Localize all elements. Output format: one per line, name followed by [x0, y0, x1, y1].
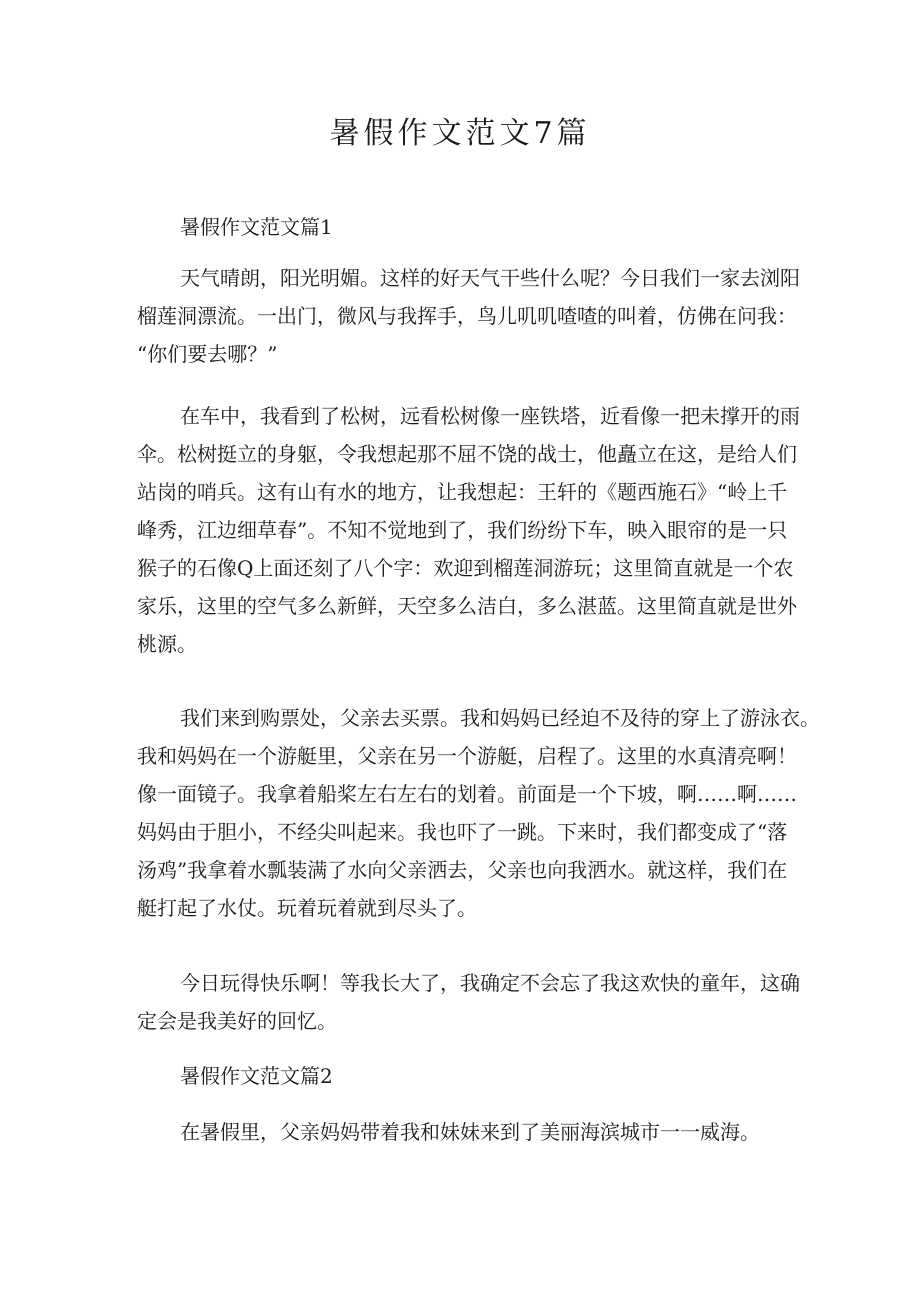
paragraph-line: 像一面镜子。我拿着船桨左右左右的划着。前面是一个下坡，啊……啊……: [137, 782, 797, 806]
paragraph-line: 家乐，这里的空气多么新鲜，天空多么洁白，多么湛蓝。这里简直就是世外: [137, 594, 797, 618]
paragraph-line: 天气晴朗，阳光明媚。这样的好天气干些什么呢？今日我们一家去浏阳: [180, 266, 800, 290]
paragraph-line: 站岗的哨兵。这有山有水的地方，让我想起：王轩的《题西施石》“岭上千: [137, 480, 788, 504]
paragraph-line: 汤鸡”我拿着水瓢装满了水向父亲洒去，父亲也向我洒水。就这样，我们在: [137, 858, 788, 882]
paragraph-line: 榴莲洞漂流。一出门，微风与我挥手，鸟儿叽叽喳喳的叫着，仿佛在问我：: [137, 304, 797, 328]
section-heading: 暑假作文范文篇1: [180, 215, 333, 239]
paragraph-line: 伞。松树挺立的身躯，令我想起那不屈不饶的战士，他矗立在这，是给人们: [137, 442, 797, 466]
paragraph-line: 峰秀，江边细草春”。不知不觉地到了，我们纷纷下车，映入眼帘的是一只: [137, 518, 788, 542]
document-title: 暑假作文范文7篇: [329, 116, 591, 151]
paragraph-line: “你们要去哪？”: [137, 342, 278, 366]
paragraph-line: 妈妈由于胆小，不经尖叫起来。我也吓了一跳。下来时，我们都变成了“落: [137, 820, 788, 844]
paragraph-line: 在车中，我看到了松树，远看松树像一座铁塔，近看像一把未撑开的雨: [180, 404, 800, 428]
paragraph-line: 猴子的石像Q上面还刻了八个字：欢迎到榴莲洞游玩；这里简直就是一个农: [137, 556, 794, 580]
paragraph-line: 桃源。: [137, 632, 197, 656]
section-heading: 暑假作文范文篇2: [180, 1064, 333, 1088]
paragraph-line: 我们来到购票处，父亲去买票。我和妈妈已经迫不及待的穿上了游泳衣。: [180, 706, 820, 730]
paragraph-line: 定会是我美好的回忆。: [137, 1009, 337, 1033]
paragraph-line: 我和妈妈在一个游艇里，父亲在另一个游艇，启程了。这里的水真清亮啊！: [137, 744, 797, 768]
paragraph-line: 在暑假里，父亲妈妈带着我和妹妹来到了美丽海滨城市一一威海。: [180, 1120, 760, 1144]
paragraph-line: 今日玩得快乐啊！等我长大了，我确定不会忘了我这欢快的童年，这确: [180, 971, 800, 995]
paragraph-line: 艇打起了水仗。玩着玩着就到尽头了。: [137, 896, 477, 920]
